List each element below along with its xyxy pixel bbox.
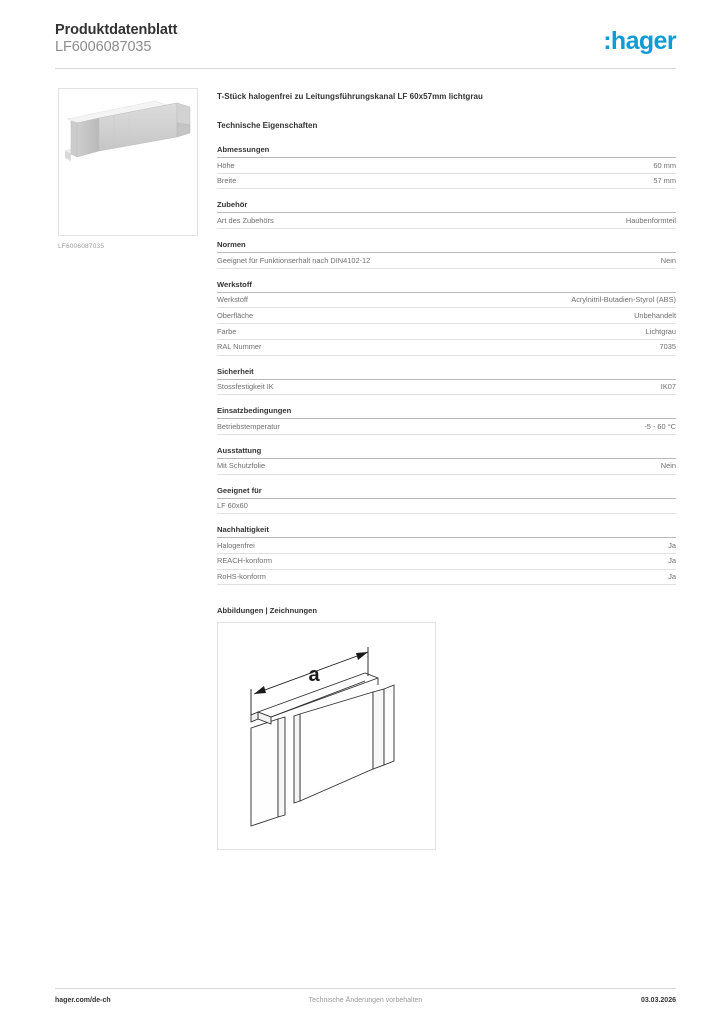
spec-row-key: Stossfestigkeit IK xyxy=(217,382,274,391)
spec-row-value: Nein xyxy=(660,461,676,471)
spec-section xyxy=(217,367,676,396)
spec-row-value: Acrylnitril-Butadien-Styrol (ABS) xyxy=(571,295,676,305)
spec-row xyxy=(217,570,676,586)
spec-section xyxy=(217,525,676,585)
spec-row xyxy=(217,293,676,309)
spec-row-value: Nein xyxy=(660,255,676,265)
spec-section-title: Einsatzbedingungen xyxy=(217,406,676,419)
spec-row-value: Ja xyxy=(668,572,676,582)
page-reference: LF6006087035 xyxy=(55,39,152,55)
page-footer xyxy=(55,997,676,1009)
spec-row-key: Werkstoff xyxy=(217,295,248,305)
spec-row-key: RoHS-konform xyxy=(217,572,266,582)
spec-row-key: Betriebstemperatur xyxy=(217,421,280,431)
spec-row-value: -5 - 60 °C xyxy=(644,421,676,431)
spec-row-value: 60 mm xyxy=(653,160,676,170)
spec-row-key: Breite xyxy=(217,176,237,186)
footer-disclaimer: Technische Änderungen vorbehalten xyxy=(308,997,423,1004)
spec-row-key: Halogenfrei xyxy=(217,540,255,550)
spec-section xyxy=(217,446,676,475)
spec-row xyxy=(217,253,676,269)
spec-row-key: Oberfläche xyxy=(217,310,254,320)
spec-section-title: Normen xyxy=(217,240,676,253)
spec-row xyxy=(217,324,676,340)
spec-row xyxy=(217,380,676,396)
spec-row-value: Ja xyxy=(668,556,676,566)
product-photo xyxy=(58,88,198,236)
page-header xyxy=(55,22,676,70)
spec-section xyxy=(217,200,676,229)
spec-section-title: Geeignet für xyxy=(217,486,676,499)
hager-logo: :hager xyxy=(603,27,676,55)
spec-row xyxy=(217,499,676,515)
spec-row-key: LF 60x60 xyxy=(217,501,248,511)
page-title: Produktdatenblatt xyxy=(55,22,178,38)
spec-row-key: Art des Zubehörs xyxy=(217,215,274,225)
spec-row-key: Geeignet für Funktionserhalt nach DIN4102-12 xyxy=(217,255,371,265)
footer-website[interactable]: hager.com/de-ch xyxy=(55,997,111,1004)
header-divider xyxy=(55,68,676,69)
spec-row-key: Farbe xyxy=(217,326,237,336)
drawings-heading: Abbildungen | Zeichnungen xyxy=(217,606,317,616)
footer-divider xyxy=(55,988,676,989)
footer-date: 03.03.2026 xyxy=(640,997,676,1004)
spec-row-value: 57 mm xyxy=(653,176,676,186)
spec-row-key: RAL Nummer xyxy=(217,342,262,352)
spec-row-value: Unbehandelt xyxy=(634,310,676,320)
main-content xyxy=(217,92,676,850)
spec-row-key: REACH-konform xyxy=(217,556,273,566)
spec-section-title: Sicherheit xyxy=(217,367,676,380)
spec-section xyxy=(217,145,676,189)
spec-row xyxy=(217,554,676,570)
spec-section-title: Ausstattung xyxy=(217,446,676,459)
spec-row xyxy=(217,308,676,324)
spec-row-value: Lichtgrau xyxy=(645,326,676,336)
spec-section-title: Werkstoff xyxy=(217,280,676,293)
specification-table xyxy=(217,145,676,585)
spec-row-key: Mit Schutzfolie xyxy=(217,461,266,471)
spec-section xyxy=(217,240,676,269)
spec-section xyxy=(217,280,676,356)
spec-section xyxy=(217,486,676,515)
spec-section xyxy=(217,406,676,435)
spec-row xyxy=(217,340,676,356)
spec-row-value: 7035 xyxy=(659,342,676,352)
technical-drawing xyxy=(217,622,436,850)
spec-row xyxy=(217,459,676,475)
spec-row-value: Ja xyxy=(668,540,676,550)
spec-row xyxy=(217,174,676,190)
spec-row-value: IK07 xyxy=(660,382,676,391)
spec-row-key: Höhe xyxy=(217,160,235,170)
technical-properties-heading: Technische Eigenschaften xyxy=(217,121,318,130)
spec-row xyxy=(217,419,676,435)
spec-section-title: Abmessungen xyxy=(217,145,676,158)
spec-row-value: Haubenformteil xyxy=(625,215,676,225)
spec-section-title: Nachhaltigkeit xyxy=(217,525,676,538)
spec-row xyxy=(217,158,676,174)
spec-row xyxy=(217,213,676,229)
spec-section-title: Zubehör xyxy=(217,200,676,213)
product-photo-caption: LF6006087035 xyxy=(58,243,105,250)
dimension-label-a: a xyxy=(308,664,320,687)
spec-row xyxy=(217,538,676,554)
product-name: T-Stück halogenfrei zu Leitungsführungskanal LF 60x57mm lichtgrau xyxy=(217,92,483,101)
